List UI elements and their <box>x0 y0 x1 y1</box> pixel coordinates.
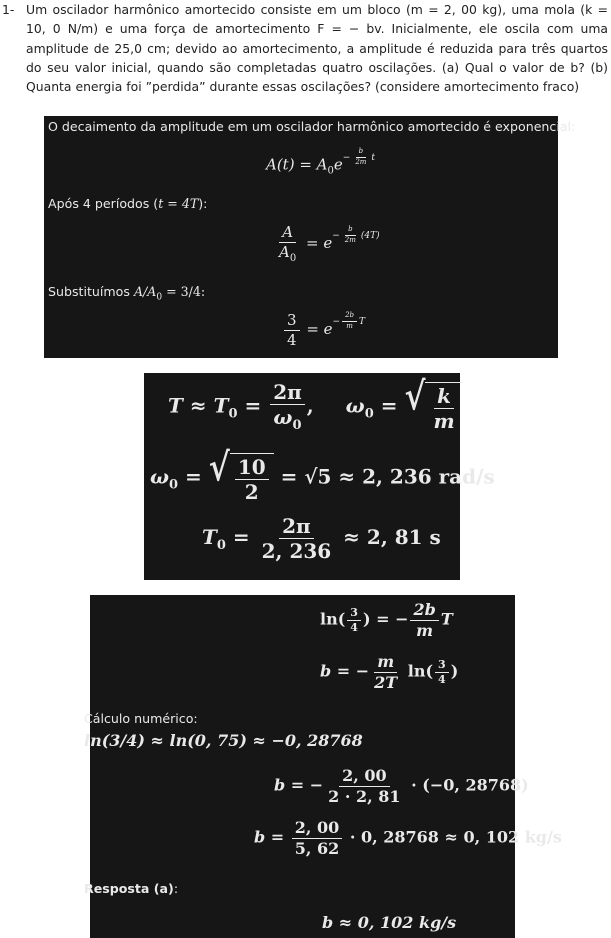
after-four-periods: Após 4 períodos (t = 4T): <box>48 196 208 211</box>
solution-panel-2 <box>144 373 495 580</box>
problem-line-2: 10, 0 N/m) e uma força de amortecimento F = − bv. Inicialmente, ele oscila com uma <box>26 21 608 37</box>
substituted-equation: $\frac{3}{4}$ = $e^{- \frac{2b}{m} T}$ <box>282 312 365 348</box>
final-answer: b ≈ 0, 102 kg/s <box>322 913 457 932</box>
ratio-equation: $\frac{A}{A_0}$ = $e^{- \frac{b}{2m} (4T)}$ <box>279 223 380 264</box>
b-result: b = $\frac{2, 00}{5, 62}$ · 0, 28768 ≈ 0, 102 kg/s <box>254 818 562 858</box>
answer-label: Resposta (a): <box>84 881 179 896</box>
period-value: $T_0$ = $\frac{2\pi}{2, 236}$ ≈ 2, 81 s <box>202 514 441 563</box>
problem-line-4: do seu valor inicial, quando são completadas quatro oscilações. (a) Qual o valor de b? (b) <box>26 59 608 75</box>
problem-text <box>26 0 608 96</box>
log-value: ln(3/4) ≈ ln(0, 75) ≈ −0, 28768 <box>84 731 363 750</box>
substitution-note: Substituímos $A/A_0 = 3/4$: <box>48 284 206 303</box>
decay-intro: O decaimento da amplitude em um oscilador harmônico amortecido é exponencial: <box>48 119 576 134</box>
period-omega-definitions: $T \approx T_0$ = $\frac{2\pi}{\omega_0}$ , $\omega_0$ = √ $\frac{k}{m}$ <box>168 381 463 433</box>
problem-line-5: Quanta energia foi ”perdida” durante essas oscilações? (considere amortecimento fraco) <box>26 79 580 95</box>
problem-line-1: Um oscilador harmônico amortecido consiste em um bloco (m = 2, 00 kg), uma mola (k = <box>26 2 608 17</box>
b-formula: b = − $\frac{m}{2T}$ ln( $\frac{3}{4}$ ) <box>320 652 459 692</box>
solution-panel-1 <box>44 116 576 358</box>
log-equation: ln( $\frac{3}{4}$ ) = − $\frac{2b}{m}$ T <box>320 600 453 640</box>
decay-equation: $A(t) = A_0e^{- \frac{b}{2m} t}$ <box>266 147 376 177</box>
problem-line-3: amplitude de 25,0 cm; devido ao amortecimento, a amplitude é reduzida para três quartos <box>26 40 608 56</box>
omega-value: $\omega_0$ = √ $\frac{10}{2}$ = √5 ≈ 2, 236 rad/s <box>150 444 495 504</box>
numeric-calc-label: Cálculo numérico: <box>84 711 198 726</box>
b-substitution: b = − $\frac{2, 00}{2 \cdot 2, 81}$ · (−0, 28768) <box>274 766 529 806</box>
problem-number: 1- <box>2 2 15 17</box>
solution-panel-3 <box>84 595 562 938</box>
